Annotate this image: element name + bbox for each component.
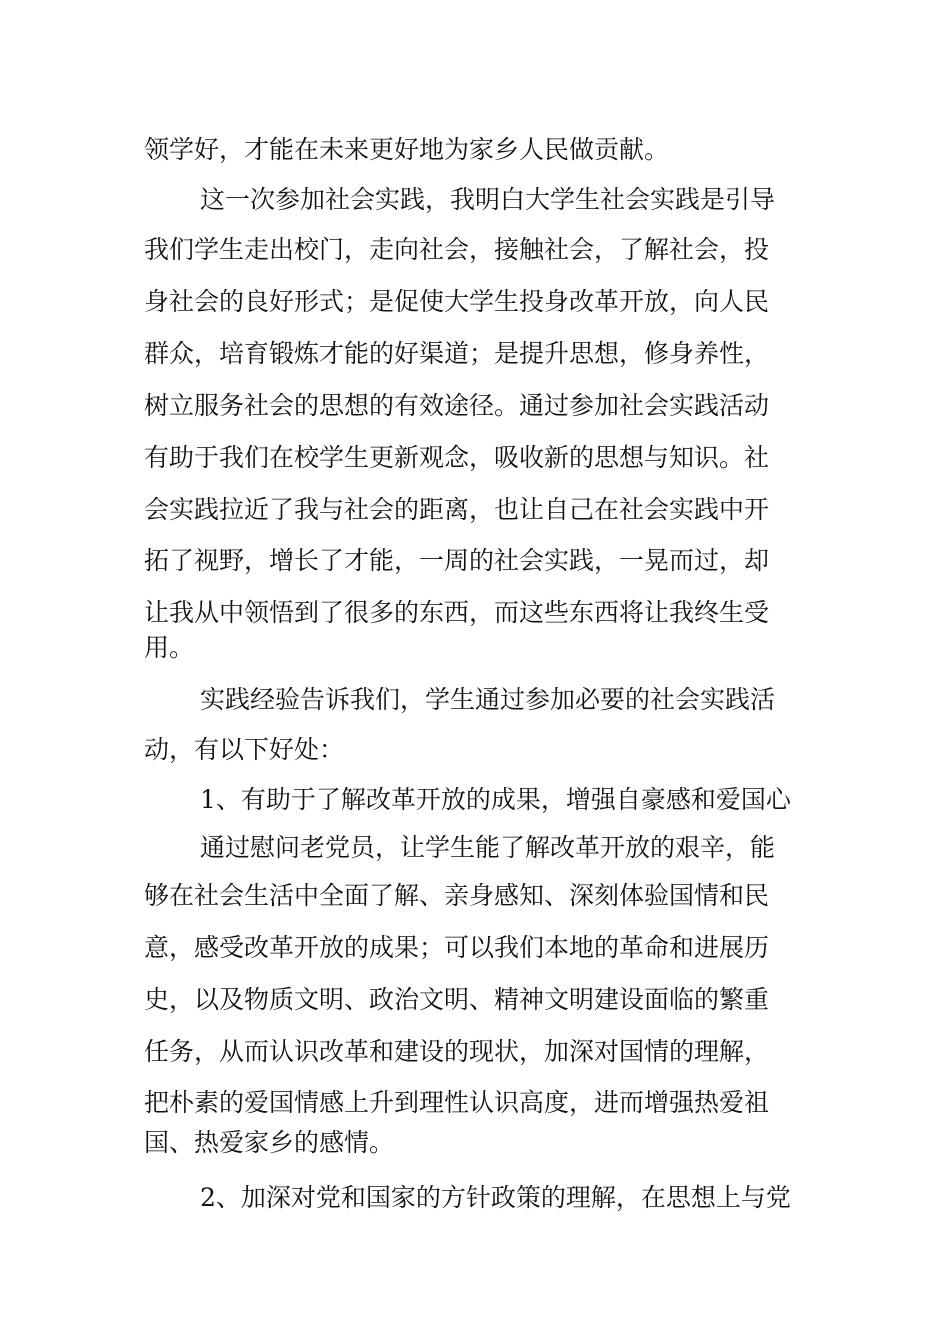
text-line: 拓了视野，增长了才能，一周的社会实践，一晃而过，却 [144, 546, 770, 575]
text-line: 有助于我们在校学生更新观念，吸收新的思想与知识。社 [144, 443, 770, 472]
text-line: 身社会的良好形式；是促使大学生投身改革开放，向人民 [144, 287, 770, 316]
paragraph-first-line: 实践经验告诉我们，学生通过参加必要的社会实践活 [200, 685, 776, 714]
text-line: 够在社会生活中全面了解、亲身感知、深刻体验国情和民 [144, 881, 770, 910]
list-heading-1: 1、有助于了解改革开放的成果，增强自豪感和爱国心 [200, 785, 791, 814]
text-line: 会实践拉近了我与社会的距离，也让自己在社会实践中开 [144, 495, 770, 524]
text-line: 意，感受改革开放的成果；可以我们本地的革命和进展历 [144, 933, 770, 962]
text-line: 动，有以下好处： [144, 735, 345, 764]
text-line: 树立服务社会的思想的有效途径。通过参加社会实践活动 [144, 391, 770, 420]
text-line: 任务，从而认识改革和建设的现状，加深对国情的理解， [144, 1037, 770, 1066]
text-line: 国、热爱家乡的感情。 [144, 1128, 395, 1157]
text-line: 史，以及物质文明、政治文明、精神文明建设面临的繁重 [144, 985, 770, 1014]
paragraph-first-line: 这一次参加社会实践，我明白大学生社会实践是引导 [200, 185, 776, 214]
text-line: 群众，培育锻炼才能的好渠道；是提升思想，修身养性， [144, 339, 770, 368]
text-line: 用。 [144, 633, 195, 662]
paragraph-first-line: 通过慰问老党员，让学生能了解改革开放的艰辛，能 [200, 833, 776, 862]
list-heading-2: 2、加深对党和国家的方针政策的理解，在思想上与党 [200, 1183, 791, 1212]
text-line: 把朴素的爱国情感上升到理性认识高度，进而增强热爱祖 [144, 1088, 770, 1117]
text-line: 让我从中领悟到了很多的东西，而这些东西将让我终生受 [144, 598, 770, 627]
text-line: 领学好，才能在未来更好地为家乡人民做贡献。 [144, 135, 670, 164]
text-line: 我们学生走出校门，走向社会，接触社会，了解社会，投 [144, 235, 770, 264]
